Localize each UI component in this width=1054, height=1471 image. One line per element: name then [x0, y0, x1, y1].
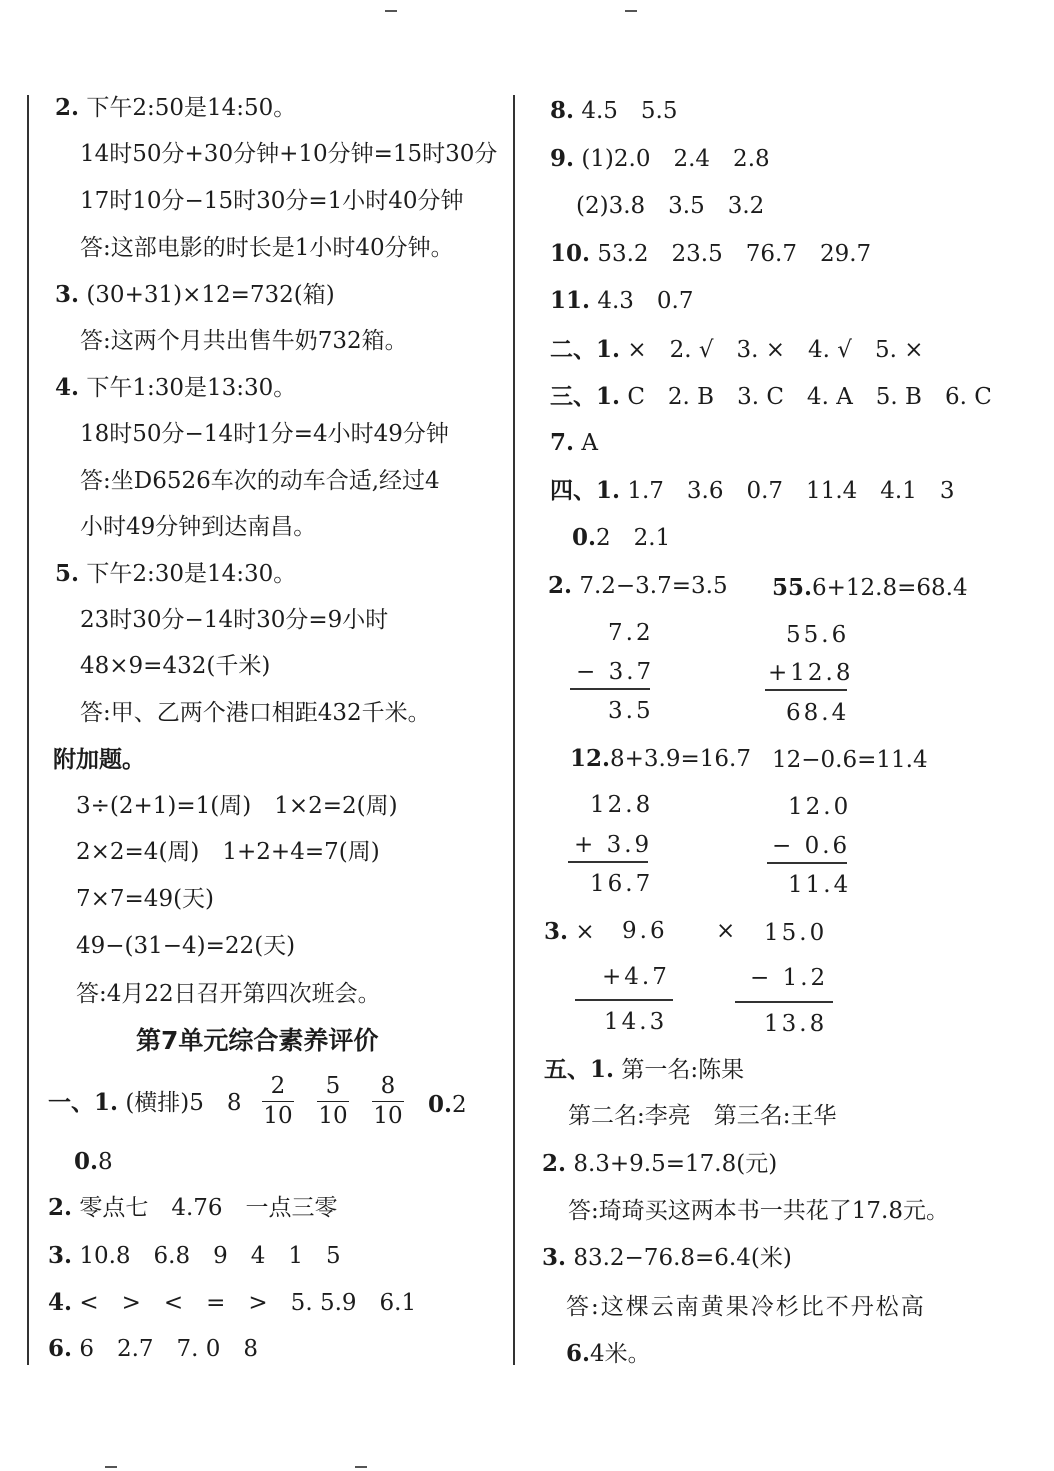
answer-line: 12.8+3.9=16.7 [570, 745, 751, 772]
answer-line: 2. 8.3+9.5=17.8(元) [542, 1150, 778, 1177]
answer-line: 答:琦琦买这两本书一共花了17.8元。 [568, 1198, 949, 1224]
answer-line: 6.4米。 [566, 1340, 651, 1367]
question-number: 0. [572, 524, 597, 551]
answer-line: 12−0.6=11.4 [772, 747, 928, 773]
question-number: 3. [544, 918, 569, 945]
question-number: 55. [772, 574, 813, 601]
question-number: 10. [550, 240, 591, 267]
answer-line: 2×2=4(周) 1+2+4=7(周) [76, 839, 380, 865]
answer-line: 3. (30+31)×12=732(箱) [55, 281, 335, 308]
calc-underline [568, 861, 648, 863]
answer-line: 10. 53.2 23.5 76.7 29.7 [550, 240, 872, 267]
fraction-denominator: 10 [263, 1103, 293, 1129]
answer-line: 17时10分−15时30分=1小时40分钟 [80, 188, 464, 214]
vertical-calc-line: + 3.9 [574, 832, 653, 858]
fraction [372, 1075, 404, 1128]
answer-line: 答:这棵云南黄果冷杉比不丹松高 [566, 1294, 926, 1320]
answer-line: 55.6+12.8=68.4 [772, 574, 968, 601]
question-number: 6. [48, 1335, 73, 1362]
answer-line: 5. 下午2:30是14:30。 [55, 560, 297, 587]
vertical-calc-line: − 3.7 [576, 659, 655, 685]
answer-line: 二、1. × 2. √ 3. × 4. √ 5. × [550, 336, 924, 363]
answer-line: 48×9=432(千米) [80, 653, 271, 679]
vertical-calc-line: − 1.2 [750, 965, 829, 991]
question-number: 2. [542, 1150, 567, 1177]
answer-line: 四、1. 1.7 3.6 0.7 11.4 4.1 3 [550, 477, 955, 504]
vertical-calc-line: − 0.6 [772, 833, 851, 859]
answer-line: 8. 4.5 5.5 [550, 97, 678, 124]
answer-line: 3. 83.2−76.8=6.4(米) [542, 1244, 792, 1271]
answer-line: 14时50分+30分钟+10分钟=15时30分 [80, 141, 498, 167]
question-number: 9. [550, 145, 575, 172]
question-number: 四、1. [550, 477, 621, 504]
vertical-calc-line: 12.0 [788, 794, 852, 820]
answer-line: 7×7=49(天) [76, 886, 215, 912]
vertical-calc-line: +4.7 [602, 964, 670, 990]
question-number: 8. [550, 97, 575, 124]
calc-underline [575, 999, 673, 1001]
vertical-calc-line: 14.3 [604, 1009, 668, 1035]
fraction-denominator: 10 [373, 1103, 403, 1129]
fraction-numerator: 8 [372, 1075, 404, 1102]
question-number: 2. [55, 94, 80, 121]
column-divider [513, 95, 515, 1365]
calc-underline [765, 689, 847, 691]
question-number: 三、1. [550, 383, 621, 410]
answer-line: 0.2 [428, 1091, 467, 1118]
vertical-calc-line: 16.7 [590, 871, 654, 897]
answer-line: 3. × [544, 918, 595, 945]
answer-line: 一、1. (横排)5 8 [48, 1089, 242, 1116]
vertical-calc-line: +12.8 [768, 660, 854, 686]
question-number: 5. [55, 560, 80, 587]
answer-line: 6. 6 2.7 7. 0 8 [48, 1335, 259, 1362]
question-number: 4. [48, 1289, 73, 1316]
question-number: 7. [550, 429, 575, 456]
answer-line: 五、1. 第一名:陈果 [544, 1056, 745, 1083]
answer-line: 18时50分−14时1分=4小时49分钟 [80, 421, 449, 447]
scan-mark [105, 1466, 117, 1468]
vertical-calc-line: 55.6 [786, 622, 850, 648]
answer-line: 7. A [550, 429, 598, 456]
bonus-heading: 附加题。 [53, 746, 145, 773]
vertical-calc-line: 11.4 [788, 872, 852, 898]
answer-line: 答:这两个月共出售牛奶732箱。 [80, 328, 408, 354]
section-title: 第7单元综合素养评价 [136, 1026, 379, 1055]
answer-line: 小时49分钟到达南昌。 [80, 514, 317, 540]
answer-line: 0.2 2.1 [572, 524, 671, 551]
question-number: 11. [550, 287, 591, 314]
scan-mark [385, 10, 397, 12]
scan-mark [625, 10, 637, 12]
answer-line: 2. 零点七 4.76 一点三零 [48, 1194, 338, 1221]
answer-line: 2. 7.2−3.7=3.5 [548, 572, 728, 599]
question-number: 一、1. [48, 1089, 119, 1116]
question-number: 4. [55, 374, 80, 401]
question-number: 3. [48, 1242, 73, 1269]
answer-line: 3÷(2+1)=1(周) 1×2=2(周) [76, 793, 398, 819]
answer-line: 答:这部电影的时长是1小时40分钟。 [80, 235, 454, 261]
calc-underline [570, 688, 650, 690]
question-number: 6. [566, 1340, 591, 1367]
answer-line: 答:坐D6526车次的动车合适,经过4 [80, 468, 440, 494]
answer-line: 答:4月22日召开第四次班会。 [76, 981, 381, 1007]
fraction-numerator: 2 [262, 1075, 294, 1102]
question-number: 2. [48, 1194, 73, 1221]
answer-line: 4. 下午1:30是13:30。 [55, 374, 297, 401]
question-number: 3. [542, 1244, 567, 1271]
question-number: 0. [428, 1091, 453, 1118]
vertical-calc-line: 15.0 [764, 920, 828, 946]
question-number: 二、1. [550, 336, 621, 363]
answer-line: 3. 10.8 6.8 9 4 1 5 [48, 1242, 341, 1269]
answer-line: × [716, 918, 736, 944]
question-number: 五、1. [544, 1056, 615, 1083]
left-margin-rule [27, 95, 29, 1365]
answer-line: 答:甲、乙两个港口相距432千米。 [80, 700, 431, 726]
answer-line: (2)3.8 3.5 3.2 [576, 193, 765, 219]
answer-line: 0.8 [74, 1148, 113, 1175]
vertical-calc-line: 13.8 [764, 1011, 828, 1037]
vertical-calc-line: 3.5 [608, 698, 654, 724]
vertical-calc-line: 9.6 [622, 918, 668, 944]
answer-line: 第二名:李亮 第三名:王华 [568, 1103, 837, 1129]
answer-line: 49−(31−4)=22(天) [76, 933, 296, 959]
calc-underline [735, 1001, 833, 1003]
answer-line: 三、1. C 2. B 3. C 4. A 5. B 6. C [550, 383, 992, 410]
answer-line: 4. < > < = > 5. 5.9 6.1 [48, 1289, 417, 1316]
fraction-denominator: 10 [318, 1103, 348, 1129]
fraction [262, 1075, 294, 1128]
scan-mark [355, 1466, 367, 1468]
fraction-numerator: 5 [317, 1075, 349, 1102]
calc-underline [767, 862, 847, 864]
question-number: 2. [548, 572, 573, 599]
answer-line: 2. 下午2:50是14:50。 [55, 94, 297, 121]
question-number: 0. [74, 1148, 99, 1175]
answer-line: 9. (1)2.0 2.4 2.8 [550, 145, 770, 172]
answer-line: 23时30分−14时30分=9小时 [80, 607, 389, 633]
fraction [317, 1075, 349, 1128]
vertical-calc-line: 7.2 [608, 620, 654, 646]
answer-line: 11. 4.3 0.7 [550, 287, 694, 314]
vertical-calc-line: 12.8 [590, 792, 654, 818]
question-number: 12. [570, 745, 611, 772]
question-number: 3. [55, 281, 80, 308]
vertical-calc-line: 68.4 [786, 700, 850, 726]
